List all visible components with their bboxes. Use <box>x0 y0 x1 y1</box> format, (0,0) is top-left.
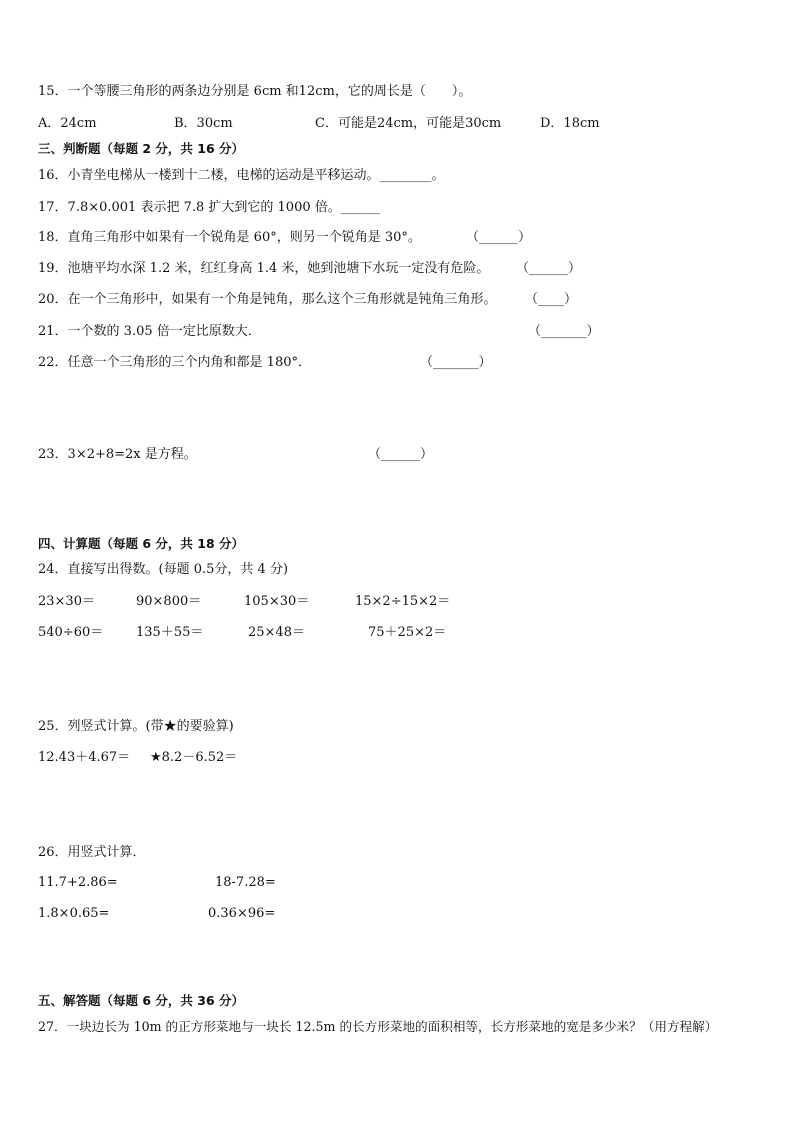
q24-item-7: 25×48＝ <box>248 625 305 640</box>
q24-item-5: 540÷60＝ <box>38 625 104 640</box>
question-26-text: 26．用竖式计算． <box>38 845 146 860</box>
question-19-text: 19．池塘平均水深 1.2 米，红红身高 1.4 米，她到池塘下水玩一定没有危险。 <box>38 261 490 276</box>
q26-item-3: 1.8×0.65= <box>38 906 110 921</box>
question-25-text: 25．列竖式计算。(带★的要验算) <box>38 719 234 734</box>
question-20-blank: （____） <box>525 292 578 307</box>
question-15-text: 15．一个等腰三角形的两条边分别是 6cm 和12cm，它的周长是（ ）。 <box>38 84 472 99</box>
q25-item-2: ★8.2－6.52＝ <box>150 750 238 765</box>
question-24-text: 24．直接写出得数。(每题 0.5分，共 4 分) <box>38 562 289 577</box>
q15-option-c: C．可能是24cm，可能是30cm <box>315 116 502 131</box>
q24-item-4: 15×2÷15×2＝ <box>355 594 451 609</box>
question-17-text: 17．7.8×0.001 表示把 7.8 扩大到它的 1000 倍。______ <box>38 200 380 215</box>
question-16-text: 16．小青坐电梯从一楼到十二楼，电梯的运动是平移运动。________。 <box>38 168 445 183</box>
q26-item-1: 11.7+2.86= <box>38 875 118 890</box>
q15-option-b: B．30cm <box>174 116 233 131</box>
q24-item-1: 23×30＝ <box>38 594 95 609</box>
question-21-blank: （_______） <box>528 324 600 339</box>
section-4-title: 四、计算题（每题 6 分，共 18 分） <box>38 536 245 551</box>
q24-item-6: 135＋55＝ <box>136 625 204 640</box>
question-21-text: 21．一个数的 3.05 倍一定比原数大． <box>38 324 261 339</box>
q24-item-8: 75＋25×2＝ <box>368 625 447 640</box>
question-27-text: 27．一块边长为 10m 的正方形菜地与一块长 12.5m 的长方形菜地的面积相等，长方形菜地的宽是多少米？（用方程解） <box>38 1019 718 1034</box>
q15-option-a: A．24cm <box>38 116 97 131</box>
question-23-text: 23．3×2+8=2x 是方程。 <box>38 447 197 462</box>
q24-item-3: 105×30＝ <box>244 594 310 609</box>
question-23-blank: （______） <box>368 447 434 462</box>
q24-item-2: 90×800＝ <box>136 594 202 609</box>
question-22-blank: （_______） <box>420 355 492 370</box>
q25-item-1: 12.43＋4.67＝ <box>38 750 131 765</box>
q26-item-4: 0.36×96= <box>208 906 276 921</box>
question-18-blank: （______） <box>466 230 532 245</box>
question-20-text: 20．在一个三角形中，如果有一个角是钝角，那么这个三角形就是钝角三角形。 <box>38 292 497 307</box>
q15-option-d: D．18cm <box>540 116 600 131</box>
section-3-title: 三、判断题（每题 2 分，共 16 分） <box>38 141 245 156</box>
question-18-text: 18．直角三角形中如果有一个锐角是 60°，则另一个锐角是 30°。 <box>38 230 421 245</box>
q26-item-2: 18-7.28= <box>215 875 276 890</box>
question-19-blank: （______） <box>516 261 582 276</box>
question-22-text: 22．任意一个三角形的三个内角和都是 180°． <box>38 355 311 370</box>
section-5-title: 五、解答题（每题 6 分，共 36 分） <box>38 993 245 1008</box>
